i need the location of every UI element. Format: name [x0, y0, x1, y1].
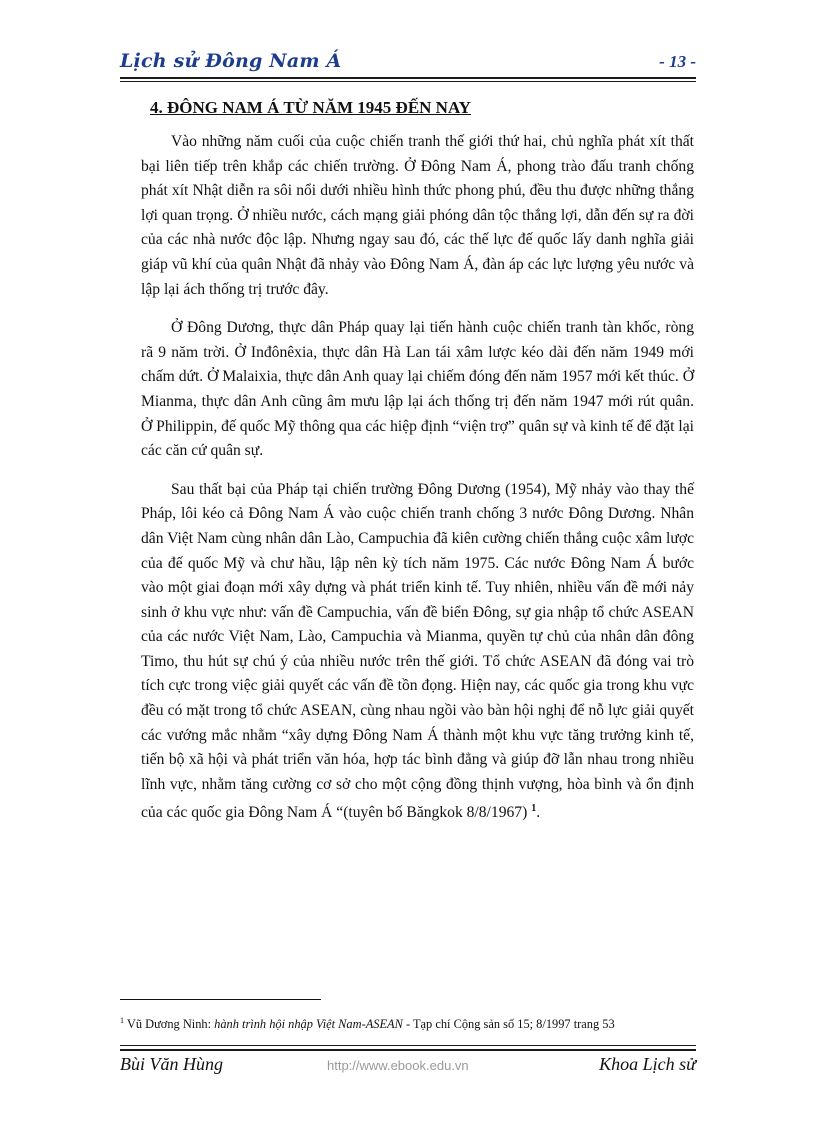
- footer-rule-thin: [120, 1045, 696, 1046]
- header-title: Lịch sử Đông Nam Á: [120, 50, 342, 72]
- body-text: [141, 130, 694, 840]
- page-number: - 13 -: [659, 52, 696, 71]
- header-rule-thin: [120, 81, 696, 82]
- footer-rule-thick: [120, 1049, 696, 1051]
- footnote-marker: 1: [120, 1016, 124, 1025]
- paragraph-3: [141, 478, 694, 827]
- footnote-separator: [120, 999, 321, 1000]
- paragraph-3-text: Sau thất bại của Pháp tại chiến trường Đông Dương (1954), Mỹ nhảy vào thay thế Pháp, lôi kéo cả Đông Nam Á vào cuộc chiến tranh chống 3 nước Đông Dương. Nhân dân Việt Nam cùng nhân dân Lào, Campuchia đã kiên cường chiến thắng cuộc xâm lược của đế quốc Mỹ và chư hầu, lập nên kỳ tích năm 1975. Các nước Đông Nam Á bước vào một giai đoạn mới xây dựng và phát triển kinh tế. Tuy nhiên, nhiều vấn đề mới nảy sinh ở khu vực như: vấn đề Campuchia, vấn đề biển Đông, sự gia nhập tổ chức ASEAN của các nước Việt Nam, Lào, Campuchia và Mianma, quyền tự chủ của nhân dân đông Timo, thu hút sự chú ý của nhiều nước trên thế giới. Tổ chức ASEAN đã đóng vai trò tích cực trong việc giải quyết các vấn đề tồn đọng. Hiện nay, các quốc gia trong khu vực đều có mặt trong tổ chức ASEAN, cùng nhau ngồi vào bàn hội nghị để nỗ lực giải quyết các vướng mắc nhằm “xây dựng Đông Nam Á thành một khu vực tăng trưởng kinh tế, tiến bộ xã hội và phát triển văn hóa, hợp tác bình đẳng và giúp đỡ lẫn nhau trong nhiều lĩnh vực, nhằm tăng cường cơ sở cho một cộng đồng thịnh vượng, hòa bình và ổn định của các quốc gia Đông Nam Á “(tuyên bố Băngkok 8/8/1967): [141, 480, 694, 822]
- footer-author: Bùi Văn Hùng: [120, 1054, 223, 1074]
- paragraph-2: Ở Đông Dương, thực dân Pháp quay lại tiến hành cuộc chiến tranh tàn khốc, ròng rã 9 năm trời. Ở Inđônêxia, thực dân Hà Lan tái xâm lược kéo dài đến năm 1949 mới chấm dứt. Ở Malaixia, thực dân Anh quay lại chiếm đóng đến năm 1957 mới kết thúc. Ở Mianma, thực dân Anh cũng âm mưu lập lại ách thống trị đến năm 1947 mới rút quân. Ở Philippin, đế quốc Mỹ thông qua các hiệp định “viện trợ” quân sự và kinh tế để đặt lại các căn cứ quân sự.: [141, 319, 694, 460]
- footer-department: Khoa Lịch sử: [599, 1054, 696, 1074]
- page-footer: [120, 1054, 696, 1080]
- footnote-work-title: hành trình hội nhập Việt Nam-ASEAN: [214, 1017, 403, 1032]
- footnote-reference[interactable]: 1: [531, 803, 537, 815]
- footnote: [120, 1016, 700, 1032]
- paragraph-1: Vào những năm cuối của cuộc chiến tranh thế giới thứ hai, chủ nghĩa phát xít thất bại liên tiếp trên khắp các chiến trường. Ở Đông Nam Á, phong trào đấu tranh chống phát xít Nhật diễn ra sôi nổi dưới nhiều hình thức phong phú, đều thu được những thắng lợi quan trọng. Ở nhiều nước, cách mạng giải phóng dân tộc thắng lợi, dẫn đến sự ra đời của các nhà nước độc lập. Nhưng ngay sau đó, các thế lực đế quốc lấy danh nghĩa giải giáp vũ khí của quân Nhật đã nhảy vào Đông Nam Á, đàn áp các lực lượng yêu nước và lập lại ách thống trị trước đây.: [141, 133, 694, 298]
- section-heading: 4. ĐÔNG NAM Á TỪ NĂM 1945 ĐẾN NAY: [150, 98, 471, 117]
- paragraph-3-period: .: [536, 804, 541, 822]
- page-header: [120, 48, 696, 78]
- footnote-author: Vũ Dương Ninh:: [126, 1017, 215, 1032]
- header-rule-thick: [120, 77, 696, 79]
- footer-url[interactable]: http://www.ebook.edu.vn: [327, 1058, 469, 1073]
- footnote-source: - Tạp chí Cộng sản số 15; 8/1997 trang 53: [402, 1017, 615, 1032]
